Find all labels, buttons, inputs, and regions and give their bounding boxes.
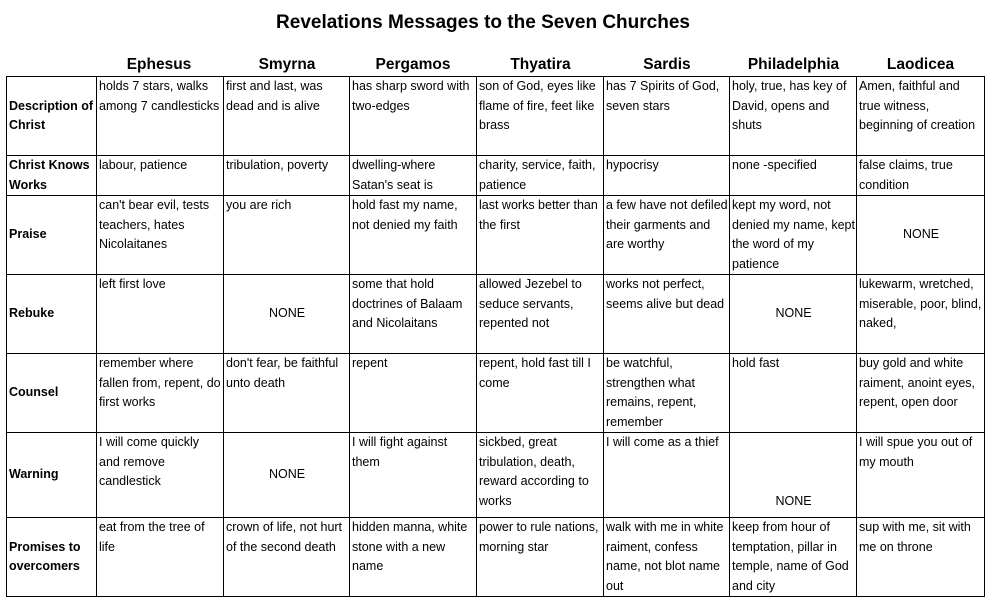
table-cell: hidden manna, white stone with a new name — [350, 518, 477, 597]
table-cell: first and last, was dead and is alive — [224, 77, 350, 156]
table-cell: holy, true, has key of David, opens and shuts — [730, 77, 857, 156]
table-cell: sup with me, sit with me on throne — [857, 518, 985, 597]
table-cell: remember where fallen from, repent, do first works — [97, 354, 224, 433]
table-cell: some that hold doctrines of Balaam and Nicolaitans — [350, 275, 477, 354]
table-cell: labour, patience — [97, 156, 224, 196]
row-label-description: Description of Christ — [7, 77, 97, 156]
table-row — [7, 77, 985, 156]
table-row — [7, 196, 985, 275]
table-row — [7, 156, 985, 196]
table-cell: false claims, true condition — [857, 156, 985, 196]
table-cell: NONE — [224, 433, 350, 518]
column-header-laodicea: Laodicea — [886, 56, 955, 73]
row-label-rebuke: Rebuke — [7, 275, 97, 354]
table-cell: repent — [350, 354, 477, 433]
table-cell: tribulation, poverty — [224, 156, 350, 196]
table-cell: son of God, eyes like flame of fire, feet like brass — [477, 77, 604, 156]
table-cell: can't bear evil, tests teachers, hates Nicolaitanes — [97, 196, 224, 275]
table-cell: NONE — [730, 275, 857, 354]
column-header-ephesus: Ephesus — [126, 56, 192, 73]
table-cell: allowed Jezebel to seduce servants, repented not — [477, 275, 604, 354]
table-cell: be watchful, strengthen what remains, repent, remember — [604, 354, 730, 433]
table-cell: NONE — [857, 196, 985, 275]
table-cell: holds 7 stars, walks among 7 candlesticks — [97, 77, 224, 156]
table-row — [7, 433, 985, 518]
table-cell: don't fear, be faithful unto death — [224, 354, 350, 433]
table-cell: I will fight against them — [350, 433, 477, 518]
table-cell: sickbed, great tribulation, death, reward according to works — [477, 433, 604, 518]
churches-table — [6, 76, 985, 597]
table-cell: walk with me in white raiment, confess name, not blot name out — [604, 518, 730, 597]
table-cell: eat from the tree of life — [97, 518, 224, 597]
table-cell: left first love — [97, 275, 224, 354]
table-cell: keep from hour of temptation, pillar in temple, name of God and city — [730, 518, 857, 597]
table-row — [7, 354, 985, 433]
table-cell: buy gold and white raiment, anoint eyes, repent, open door — [857, 354, 985, 433]
row-label-works: Christ Knows Works — [7, 156, 97, 196]
column-header-smyrna: Smyrna — [258, 56, 316, 73]
table-cell: kept my word, not denied my name, kept the word of my patience — [730, 196, 857, 275]
table-cell: a few have not defiled their garments and are worthy — [604, 196, 730, 275]
table-cell: hypocrisy — [604, 156, 730, 196]
table-cell: lukewarm, wretched, miserable, poor, blind, naked, — [857, 275, 985, 354]
table-cell: works not perfect, seems alive but dead — [604, 275, 730, 354]
table-cell: hold fast my name, not denied my faith — [350, 196, 477, 275]
row-label-praise: Praise — [7, 196, 97, 275]
table-cell: NONE — [730, 433, 857, 518]
page-title: Revelations Messages to the Seven Churches — [276, 12, 690, 33]
row-label-promises: Promises to overcomers — [7, 518, 97, 597]
table-cell: dwelling-where Satan's seat is — [350, 156, 477, 196]
table-cell: charity, service, faith, patience — [477, 156, 604, 196]
table-cell: repent, hold fast till I come — [477, 354, 604, 433]
table-cell: you are rich — [224, 196, 350, 275]
table-cell: hold fast — [730, 354, 857, 433]
column-header-pergamos: Pergamos — [375, 56, 451, 73]
column-header-thyatira: Thyatira — [510, 56, 571, 73]
table-row — [7, 518, 985, 597]
table-cell: Amen, faithful and true witness, beginning of creation — [857, 77, 985, 156]
column-header-philadelphia: Philadelphia — [747, 56, 840, 73]
table-cell: I will come quickly and remove candlestick — [97, 433, 224, 518]
row-label-warning: Warning — [7, 433, 97, 518]
table-cell: last works better than the first — [477, 196, 604, 275]
table-cell: has 7 Spirits of God, seven stars — [604, 77, 730, 156]
row-label-counsel: Counsel — [7, 354, 97, 433]
table-cell: I will come as a thief — [604, 433, 730, 518]
table-cell: I will spue you out of my mouth — [857, 433, 985, 518]
table-cell: power to rule nations, morning star — [477, 518, 604, 597]
table-cell: NONE — [224, 275, 350, 354]
table-row — [7, 275, 985, 354]
table-cell: crown of life, not hurt of the second death — [224, 518, 350, 597]
column-header-sardis: Sardis — [643, 56, 691, 73]
table-cell: none -specified — [730, 156, 857, 196]
table-cell: has sharp sword with two-edges — [350, 77, 477, 156]
